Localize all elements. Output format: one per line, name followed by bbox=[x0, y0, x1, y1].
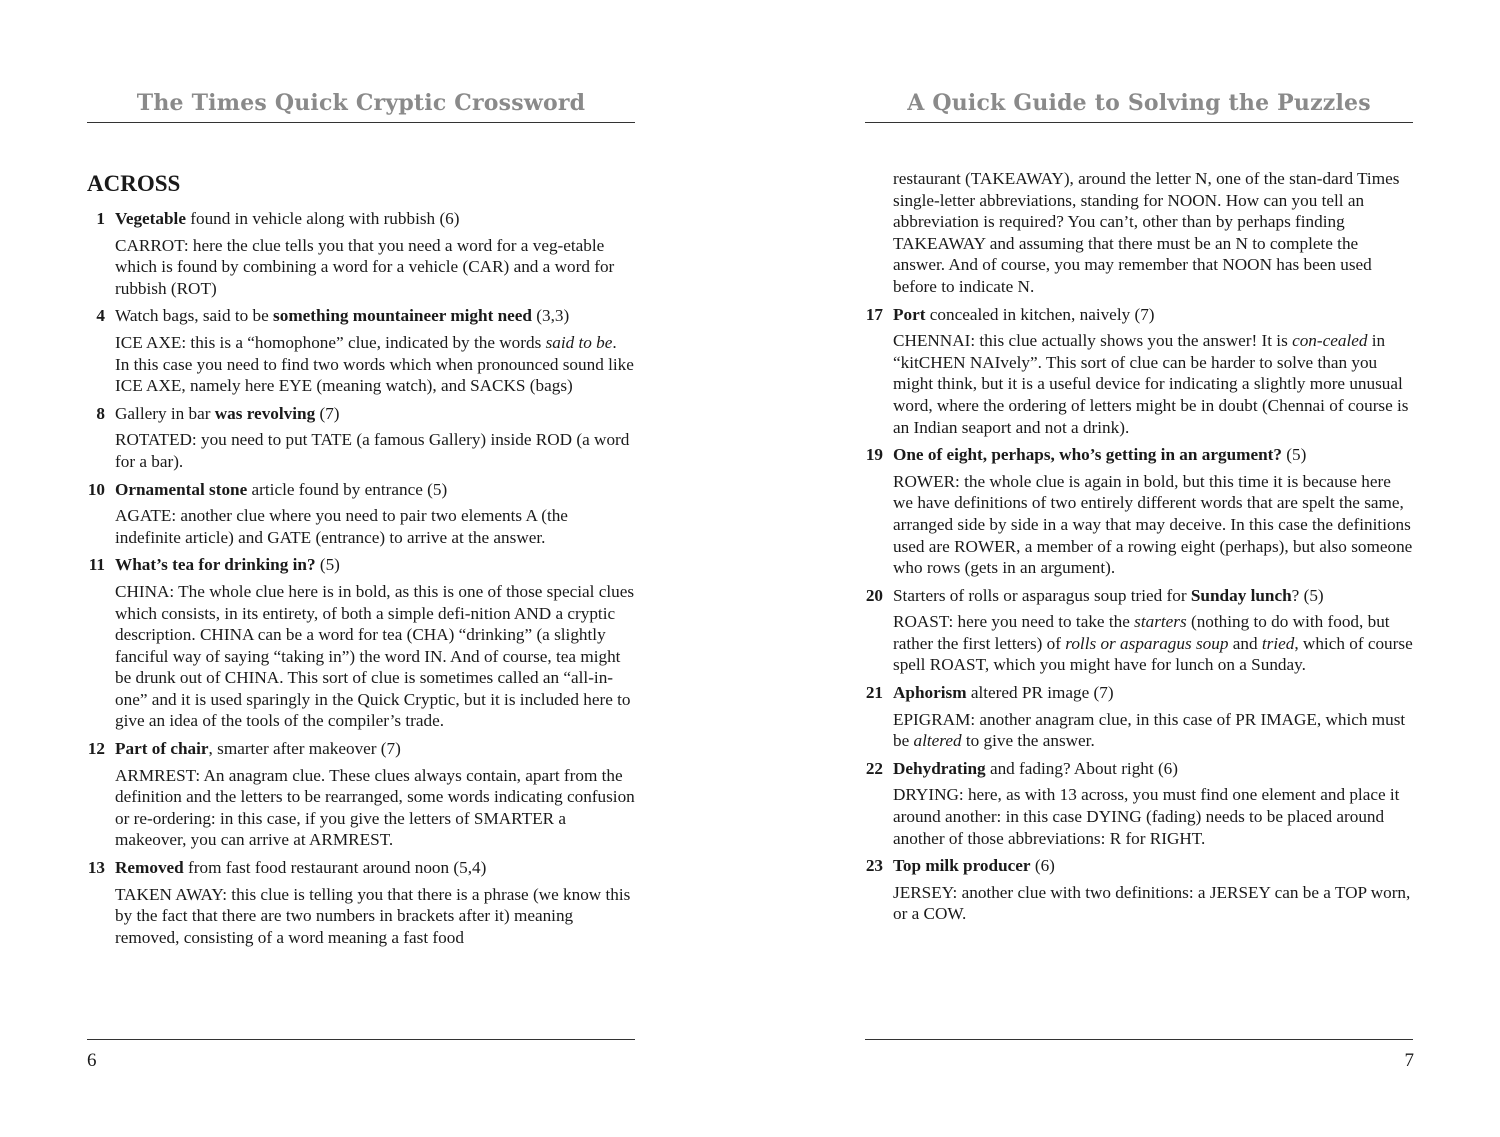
clue-number: 1 bbox=[96, 209, 105, 228]
clue-explanation-23 bbox=[865, 882, 1413, 925]
text-segment: AGATE: another clue where you need to pair two elements A (the indefinite article) and GATE (entrance) to arrive at the answer. bbox=[115, 506, 568, 547]
text-segment: One of eight, perhaps, who’s getting in an argument? bbox=[893, 445, 1282, 465]
clue-number: 20 bbox=[865, 585, 883, 605]
clue-explanation-20 bbox=[865, 611, 1413, 676]
clue-10 bbox=[87, 479, 635, 501]
clue-number: 19 bbox=[865, 445, 883, 465]
text-segment: Aphorism bbox=[893, 683, 967, 703]
footer-rule-right bbox=[865, 1039, 1413, 1040]
text-segment: and bbox=[1228, 633, 1262, 653]
text-segment: ICE AXE: this is a “homophone” clue, indicated by the words bbox=[115, 332, 546, 352]
right-page-content bbox=[865, 168, 1413, 931]
clue-20 bbox=[865, 585, 1413, 607]
text-segment: JERSEY: another clue with two definitions: a JERSEY can be a TOP worn, or a COW. bbox=[893, 882, 1411, 924]
text-segment: rolls or asparagus soup bbox=[1065, 633, 1229, 653]
running-head-right: A Quick Guide to Solving the Puzzles bbox=[865, 88, 1413, 123]
clue-8 bbox=[87, 403, 635, 425]
text-segment: , which of course spell ROAST, which you might have for lunch on a Sunday. bbox=[893, 633, 1413, 675]
text-segment: CHINA: The whole clue here is in bold, as this is one of those special clues which consists, in its entirety, of both a simple defi-nition AND a cryptic description. CHINA can be a word for tea (CHA) “drinking” (a slightly fanciful way of saying “taking in”) the word IN. And of course, tea might be drunk out of CHINA. This sort of clue is sometimes called an “all-in-one” and it is used sparingly in the Quick Cryptic, but it is included here to give an idea of the tools of the compiler’s trade. bbox=[115, 581, 635, 731]
text-segment: altered PR image (7) bbox=[966, 683, 1114, 703]
right-clue-list bbox=[865, 304, 1413, 925]
text-segment: concealed in kitchen, naively (7) bbox=[925, 304, 1155, 324]
clue-number: 23 bbox=[865, 856, 883, 876]
clue-explanation-8 bbox=[87, 429, 635, 472]
clue-19 bbox=[865, 444, 1413, 466]
clue-explanation-19 bbox=[865, 471, 1413, 579]
text-segment: CARROT: here the clue tells you that you need a word for a veg-etable which is found by combining a word for a vehicle (CAR) and a word for rubbish (ROT) bbox=[115, 235, 615, 298]
text-segment: Watch bags, said to be bbox=[115, 306, 274, 326]
text-segment: ? (5) bbox=[1291, 585, 1324, 605]
text-segment: (nothing to do with food, but rather the first letters) of bbox=[893, 612, 1390, 653]
running-head-left: The Times Quick Cryptic Crossword bbox=[87, 88, 635, 123]
right-page bbox=[750, 0, 1500, 1137]
clue-explanation-13 bbox=[87, 884, 635, 949]
clue-explanation-11 bbox=[87, 581, 635, 732]
text-segment: ROWER: the whole clue is again in bold, but this time it is because here we have definitions of two entirely different words that are spelt the same, arranged side by side in a way that may deceive. In this case the definitions used are ROWER, a member of a rowing eight (perhaps), but also someone who rows (gets in an argument). bbox=[893, 471, 1413, 578]
text-segment: found in vehicle along with rubbish (6) bbox=[185, 209, 460, 228]
text-segment: Top milk producer bbox=[893, 856, 1031, 876]
text-segment: something mountaineer might need bbox=[273, 306, 532, 326]
clue-22 bbox=[865, 758, 1413, 780]
clue-11 bbox=[87, 554, 635, 576]
clue-number: 17 bbox=[865, 304, 883, 324]
text-segment: con-cealed bbox=[1292, 331, 1368, 351]
text-segment: Ornamental stone bbox=[115, 479, 248, 499]
clue-explanation-17 bbox=[865, 330, 1413, 438]
text-segment: starters bbox=[1134, 612, 1187, 632]
clue-number: 4 bbox=[96, 306, 105, 326]
text-segment: said to be bbox=[545, 332, 613, 352]
text-segment: ROTATED: you need to put TATE (a famous Gallery) inside ROD (a word for a bar). bbox=[115, 430, 630, 471]
text-segment: in “kitCHEN NAIvely”. This sort of clue can be harder to solve than you might think, but it is a useful device for indicating a slightly more unusual word, where the ordering of letters might be in doubt (Chennai of course is an Indian seaport and not a drink). bbox=[893, 331, 1409, 437]
clue-number: 22 bbox=[865, 758, 883, 778]
text-segment: EPIGRAM: another anagram clue, in this case of PR IMAGE, which must be bbox=[893, 709, 1406, 751]
clue-1 bbox=[87, 208, 635, 230]
text-segment: (7) bbox=[315, 403, 340, 423]
clue-12 bbox=[87, 738, 635, 760]
text-segment: ARMREST: An anagram clue. These clues always contain, apart from the definition and the letters to be rearranged, some words indicating confusion or re-ordering: in this case, if you give the letters of SMARTER a makeover, you can arrive at ARMREST. bbox=[115, 765, 635, 850]
clue-number: 11 bbox=[88, 555, 105, 575]
text-segment: Removed bbox=[115, 858, 184, 878]
clue-number: 12 bbox=[87, 739, 105, 759]
text-segment: , smarter after makeover (7) bbox=[208, 739, 401, 759]
text-segment: to give the answer. bbox=[961, 731, 1095, 751]
clue-21 bbox=[865, 682, 1413, 704]
text-segment: Part of chair bbox=[115, 739, 209, 759]
text-segment: Sunday lunch bbox=[1190, 585, 1292, 605]
text-segment: . In this case you need to find two words which when pronounced sound like ICE AXE, namely here EYE (meaning watch), and SACKS (bags) bbox=[115, 332, 634, 396]
clue-explanation-21 bbox=[865, 709, 1413, 752]
text-segment: tried bbox=[1261, 633, 1295, 653]
text-segment: Port bbox=[893, 304, 926, 324]
clue-explanation-4 bbox=[87, 332, 635, 397]
page-number-left: 6 bbox=[87, 1050, 97, 1071]
text-segment: restaurant (TAKEAWAY), around the letter N, one of the stan-dard Times single-letter abbreviations, standing for NOON. How can you tell an abbreviation is required? You can’t, other than by perhaps finding TAKEAWAY and assuming that there must be an N to complete the answer. And of course, you may remember that NOON has been used before to indicate N. bbox=[893, 169, 1400, 296]
clue-17 bbox=[865, 304, 1413, 326]
text-segment: from fast food restaurant around noon (5,4) bbox=[183, 858, 487, 878]
clue-23 bbox=[865, 855, 1413, 877]
clue-number: 13 bbox=[87, 858, 105, 878]
clue-4 bbox=[87, 305, 635, 327]
text-segment: DRYING: here, as with 13 across, you must find one element and place it around another: in this case DYING (fading) needs to be placed around another of those abbreviations: R for RIGHT. bbox=[893, 785, 1400, 848]
clue-number: 21 bbox=[865, 683, 883, 703]
page-number-right: 7 bbox=[1404, 1050, 1414, 1071]
text-segment: What’s tea for drinking in? bbox=[115, 555, 316, 575]
continued-explanation bbox=[865, 168, 1413, 298]
clue-explanation-10 bbox=[87, 505, 635, 548]
clue-number: 10 bbox=[87, 479, 105, 499]
section-heading-across: ACROSS bbox=[87, 171, 181, 196]
clue-explanation-22 bbox=[865, 784, 1413, 849]
text-segment: Dehydrating bbox=[893, 758, 986, 778]
text-segment: (5) bbox=[315, 555, 340, 575]
text-segment: altered bbox=[913, 731, 962, 751]
text-segment: (6) bbox=[1030, 856, 1055, 876]
text-segment: and fading? About right (6) bbox=[985, 758, 1179, 778]
clue-13 bbox=[87, 857, 635, 879]
text-segment: (5) bbox=[1281, 445, 1307, 465]
clue-explanation-1 bbox=[87, 235, 635, 300]
clue-explanation-12 bbox=[87, 765, 635, 851]
text-segment: Vegetable bbox=[115, 209, 186, 228]
text-segment: TAKEN AWAY: this clue is telling you that there is a phrase (we know this by the fact that there are two numbers in brackets after it) meaning removed, consisting of a word meaning a fast food bbox=[115, 884, 631, 947]
left-page-content bbox=[87, 168, 635, 954]
text-segment: article found by entrance (5) bbox=[247, 479, 448, 499]
text-segment: ROAST: here you need to take the bbox=[893, 612, 1135, 632]
text-segment: (3,3) bbox=[531, 306, 570, 326]
text-segment: was revolving bbox=[214, 403, 316, 423]
text-segment: Gallery in bar bbox=[115, 403, 215, 423]
clue-number: 8 bbox=[96, 403, 105, 423]
text-segment: CHENNAI: this clue actually shows you the answer! It is bbox=[893, 331, 1293, 351]
text-segment: Starters of rolls or asparagus soup tried for bbox=[893, 585, 1191, 605]
footer-rule-left bbox=[87, 1039, 635, 1040]
left-clue-list bbox=[87, 208, 635, 948]
